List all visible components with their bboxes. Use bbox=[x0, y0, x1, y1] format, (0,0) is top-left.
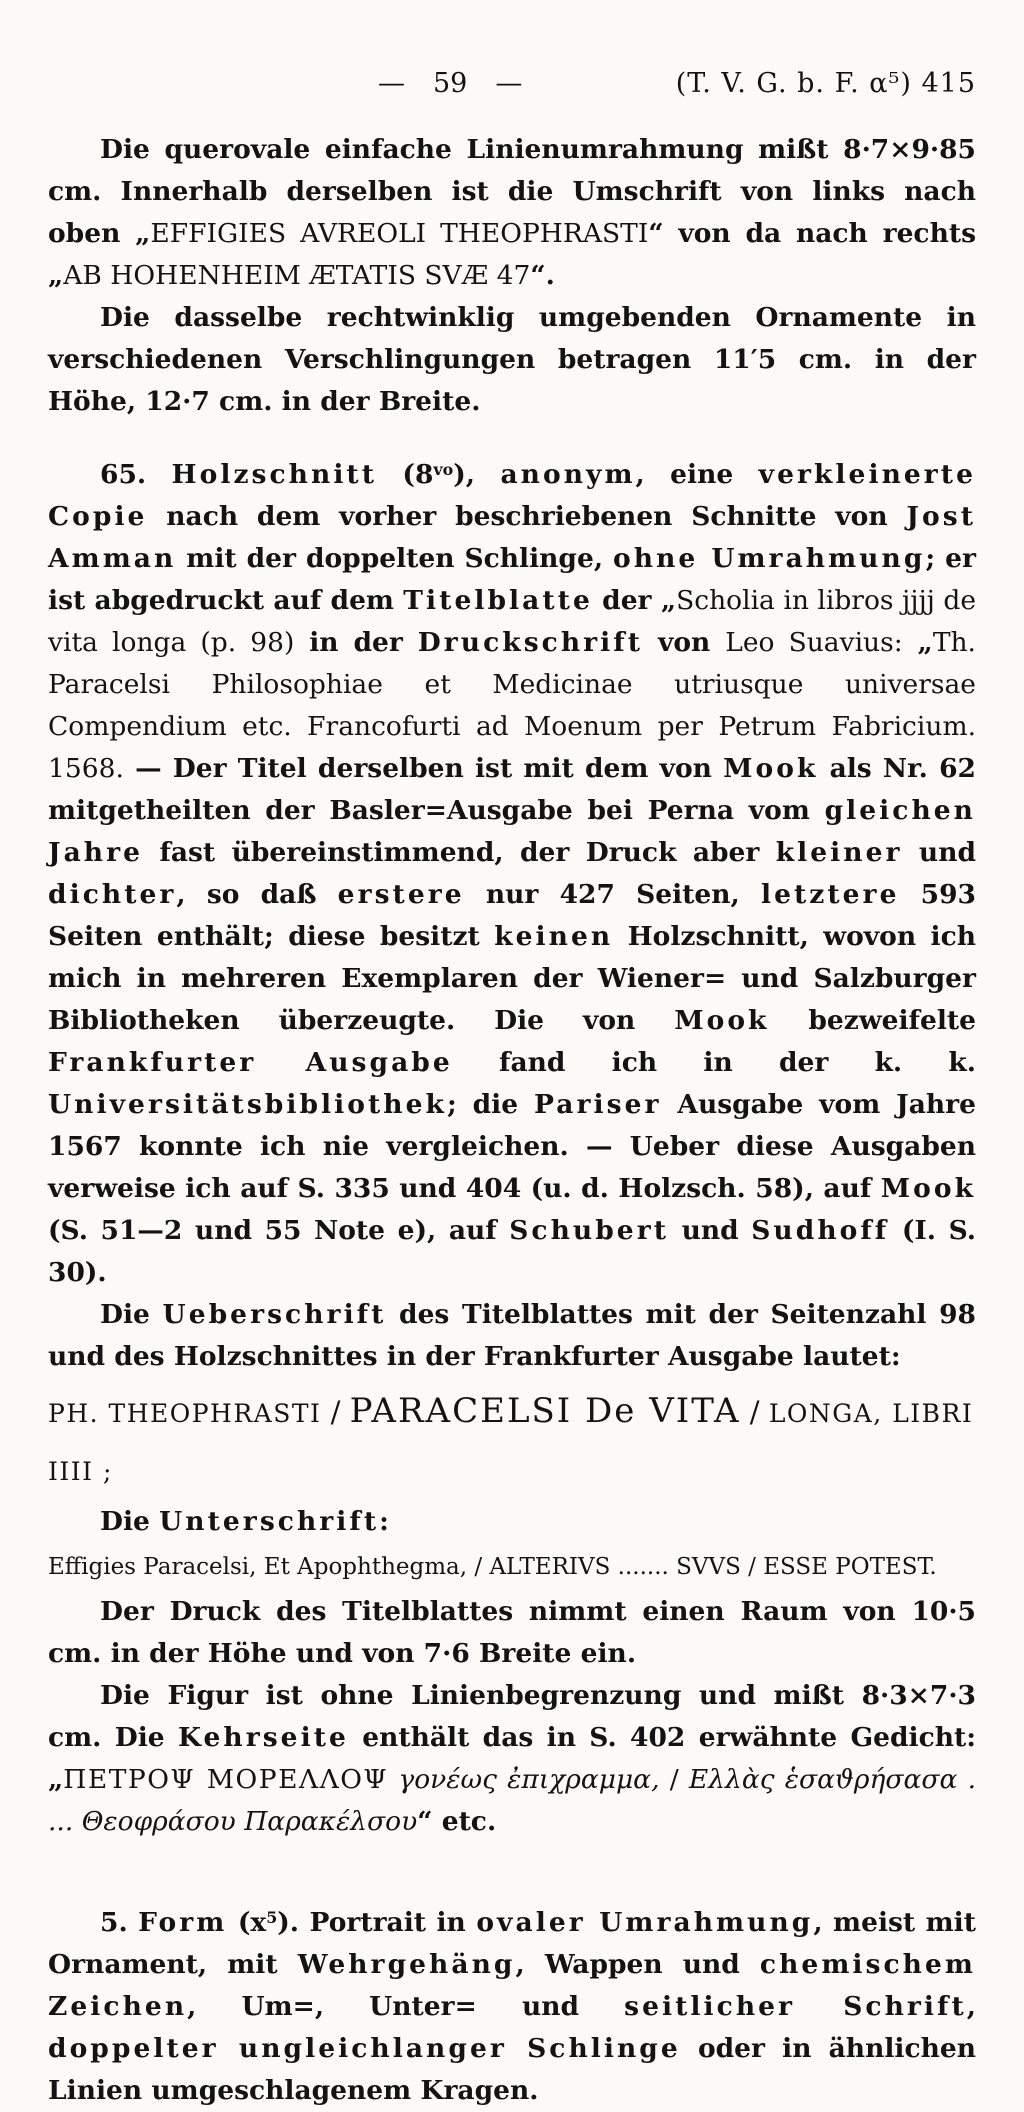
text-run: ovaler Umrahmung bbox=[476, 1906, 814, 1938]
text-run: Die Figur ist ohne Linienbegrenzung und mißt 8·3×7·3 cm. Die bbox=[48, 1679, 976, 1753]
text-run: (S. 51—2 und 55 Note e), auf bbox=[48, 1214, 510, 1246]
text-run: Leo Suavius: bbox=[725, 626, 903, 658]
page-number bbox=[378, 68, 522, 99]
text-run: Schubert bbox=[509, 1214, 670, 1246]
text-run: des Titelblattes mit der Seitenzahl 98 und des Holzschnittes in der Frankfurter Ausgabe lautet: bbox=[48, 1298, 976, 1372]
text-run: in der bbox=[294, 626, 418, 658]
text-run: ; die bbox=[446, 1088, 534, 1120]
text-run: fand ich in der k. k. bbox=[452, 1046, 976, 1078]
text-run: Th. Paracelsi Philosophiae et Medicinae utriusque universae Compendium etc. Francofurti ad Moenum per Petrum Fabricium. 1568. bbox=[48, 626, 976, 784]
text-run: ΠΕΤΡΟΨ ΜΟΡΕΛΛΟΨ bbox=[63, 1763, 389, 1795]
text-run: Die bbox=[100, 1298, 163, 1330]
text-run: , eine bbox=[635, 458, 759, 490]
text-run: PARACELSI De VITA bbox=[349, 1390, 741, 1431]
paragraph-ornaments bbox=[48, 297, 976, 423]
text-run: Der Druck des Titelblattes nimmt einen Raum von 10·5 cm. in der Höhe und von 7·6 Breite ein. bbox=[48, 1595, 976, 1669]
text-run: dichter bbox=[48, 878, 177, 910]
text-run: enthält das in S. 402 erwähnte Gedicht: „ bbox=[48, 1721, 976, 1795]
text-run: — Der Titel derselben ist mit dem von bbox=[123, 752, 724, 784]
text-run: vo bbox=[433, 460, 454, 479]
text-run: chemischem Zeichen bbox=[48, 1948, 976, 2022]
text-run: , bbox=[966, 1990, 977, 2022]
text-run bbox=[388, 1764, 398, 1795]
text-run: Sudhoff bbox=[751, 1214, 890, 1246]
text-run: gleichen Jahre bbox=[48, 794, 976, 868]
text-run: Mook bbox=[674, 1004, 770, 1036]
text-run: 5 bbox=[266, 1907, 278, 1927]
text-run: und bbox=[669, 1214, 752, 1246]
text-run: Frankfurter Ausgabe bbox=[48, 1046, 453, 1078]
text-run: , meist mit Ornament, mit bbox=[48, 1906, 976, 1980]
paragraph-oval-frame bbox=[48, 129, 976, 297]
text-run: “. bbox=[530, 260, 555, 291]
text-run: Holzschnitt, wovon ich mich in mehreren Exemplaren der Wiener= und Salzburger Bibliotheken überzeugte. Die von bbox=[48, 920, 977, 1036]
header-reference: (T. V. G. b. F. α⁵) 415 bbox=[675, 68, 976, 99]
page-body bbox=[48, 129, 976, 2112]
text-run: Kehrseite bbox=[177, 1721, 349, 1753]
text-run: Pariser bbox=[534, 1088, 662, 1120]
text-run: fast übereinstimmend, der Druck aber bbox=[143, 836, 776, 868]
text-run: etc. bbox=[441, 1805, 497, 1837]
text-run: ohne Umrahmung bbox=[613, 542, 926, 574]
text-run: Die dasselbe rechtwinklig umgebenden Ornamente in verschiedenen Verschlingungen betragen 11′5 cm. in der Höhe, 12·7 cm. in der Breite. bbox=[48, 302, 976, 417]
text-run: / bbox=[659, 1763, 689, 1795]
text-run: / bbox=[740, 1394, 769, 1429]
text-run: von bbox=[643, 626, 726, 658]
paragraph-titelblatt-druck bbox=[48, 1591, 976, 1675]
text-run: 5. bbox=[100, 1906, 139, 1938]
text-run: , Wappen und bbox=[515, 1948, 760, 1980]
text-run: Ueberschrift bbox=[162, 1298, 387, 1330]
text-run: , so daß bbox=[176, 878, 338, 910]
text-run: erstere bbox=[337, 878, 465, 910]
text-run: , Um=, Unter= und bbox=[187, 1990, 625, 2022]
text-run: Effigies Paracelsi, Et Apophthegma, / ALTERIVS ....... SVVS / ESSE POTEST. bbox=[48, 1553, 937, 1580]
text-run: 65. bbox=[100, 458, 172, 490]
subscription-transcription-line bbox=[48, 1543, 976, 1591]
text-run: PH. THEOPHRASTI bbox=[48, 1398, 322, 1428]
paragraph-entry-65-holzschnitt bbox=[48, 449, 976, 1294]
text-run: AB HOHENHEIM ÆTATIS SVÆ 47 bbox=[63, 260, 531, 291]
text-run: nach dem vorher beschriebenen Schnitte von bbox=[147, 500, 907, 532]
text-run: Die querovale einfache Linienumrahmung mißt 8·7×9·85 cm. Innerhalb derselben ist die Umschrift von links nach oben „ bbox=[48, 134, 976, 249]
text-run: (8 bbox=[377, 458, 434, 490]
page-number-value: 59 bbox=[433, 68, 468, 99]
text-run: verkleinerte Copie bbox=[48, 458, 976, 532]
text-run: γονέως ἐπιχραμμα, bbox=[398, 1763, 660, 1795]
page-header bbox=[48, 68, 976, 99]
paragraph-ueberschrift-intro bbox=[48, 1294, 976, 1378]
text-run: “ von da nach rechts „ bbox=[48, 218, 976, 291]
text-run: Scholia in libros jjjj de vita longa (p. 98) bbox=[48, 584, 977, 658]
text-run: keinen bbox=[494, 920, 614, 952]
header-dash-left: — bbox=[378, 68, 405, 99]
text-run: Wehrgehäng bbox=[297, 1948, 516, 1980]
text-run: Druckschrift bbox=[417, 626, 644, 658]
text-run: Ausgabe vom Jahre 1567 konnte ich nie vergleichen. — Ueber diese Ausgaben verweise ich auf S. 335 und 404 (u. d. Holzsch. 58), auf bbox=[48, 1088, 976, 1204]
text-run: nur 427 Seiten, bbox=[464, 878, 761, 910]
text-run: der „ bbox=[592, 584, 677, 616]
text-run: “ bbox=[417, 1805, 442, 1837]
text-run: (x bbox=[227, 1906, 267, 1938]
text-run: / bbox=[321, 1394, 350, 1429]
text-run: ; er ist abgedruckt auf dem bbox=[48, 542, 976, 616]
text-run: Titelblatte bbox=[403, 584, 593, 616]
text-run: 593 Seiten enthält; diese besitzt bbox=[48, 878, 977, 952]
text-run: letztere bbox=[760, 878, 900, 910]
text-run: als Nr. 62 mitgetheilten der Basler=Ausgabe bei Perna vom bbox=[48, 752, 976, 826]
text-run: oder in ähnlichen Linien umgeschlagenem Kragen. bbox=[48, 2032, 977, 2106]
text-run: EFFIGIES AVREOLI THEOPHRASTI bbox=[150, 218, 649, 249]
text-run: (I. S. 30). bbox=[48, 1214, 977, 1288]
paragraph-entry-5-form bbox=[48, 1897, 976, 2112]
text-run: Holzschnitt bbox=[171, 458, 378, 490]
text-run: Unterschrift: bbox=[159, 1505, 392, 1537]
text-run: bezweifelte bbox=[769, 1004, 976, 1036]
text-run: doppelter ungleichlanger Schlinge bbox=[48, 2032, 681, 2064]
text-run: und bbox=[902, 836, 976, 868]
text-run: Mook bbox=[723, 752, 819, 784]
text-run: Die bbox=[100, 1505, 160, 1537]
text-run: kleiner bbox=[775, 836, 903, 868]
header-dash-right: — bbox=[495, 68, 523, 99]
text-run: Jost Amman bbox=[48, 500, 976, 574]
text-run: Mook bbox=[880, 1172, 976, 1204]
text-run: mit der doppelten Schlinge, bbox=[176, 542, 614, 574]
text-run: anonym bbox=[500, 458, 636, 490]
text-run: Form bbox=[138, 1906, 228, 1938]
text-run: ). Portrait in bbox=[277, 1906, 477, 1938]
text-run: Universitätsbibliothek bbox=[48, 1088, 447, 1120]
paragraph-figur-gedicht bbox=[48, 1675, 976, 1843]
title-transcription-line bbox=[48, 1382, 976, 1501]
text-run: LONGA, LIBRI IIII ; bbox=[48, 1398, 974, 1486]
text-run: ), bbox=[453, 458, 501, 490]
text-run: seitlicher Schrift bbox=[624, 1990, 967, 2022]
text-run: Ελλὰς ἑσαϑρήσασα . ... Θεοφράσου Παρακέλσου bbox=[48, 1763, 976, 1837]
text-run: „ bbox=[902, 626, 933, 658]
paragraph-unterschrift-intro bbox=[48, 1501, 976, 1543]
